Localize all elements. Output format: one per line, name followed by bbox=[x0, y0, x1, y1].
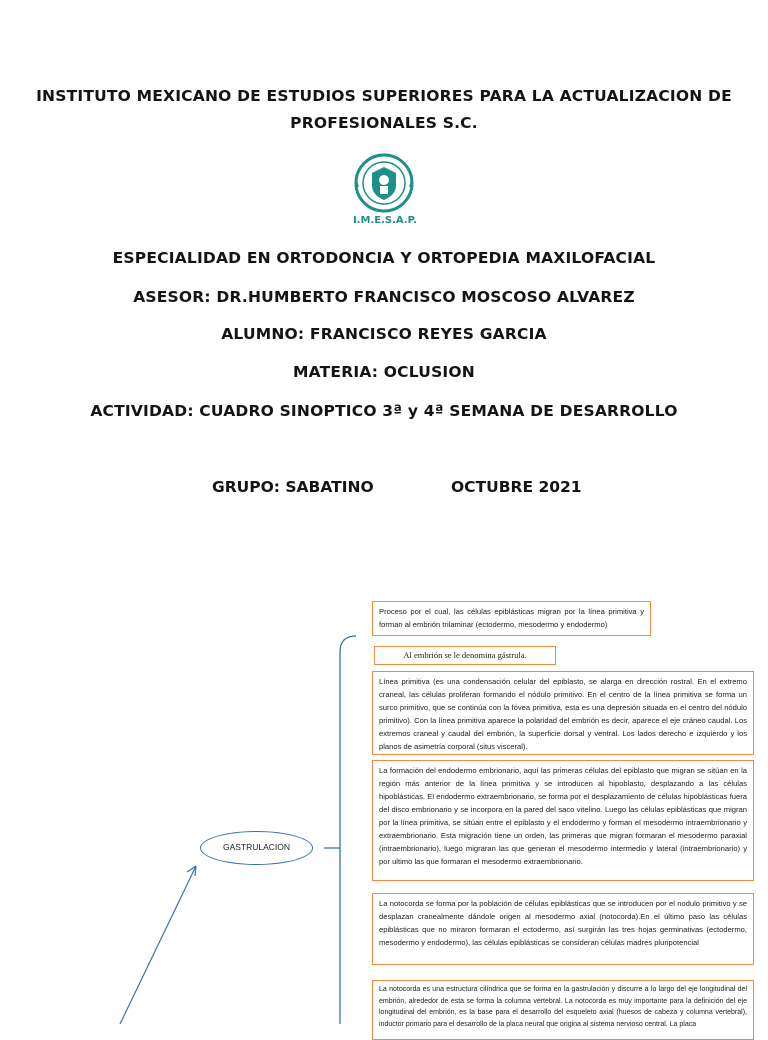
definition-box: Proceso por el cual, las células epiblásticas migran por la línea primitiva y forman al embrión trilaminar (ectodermo, mesodermo y endodermo) bbox=[372, 601, 651, 636]
grupo: GRUPO: SABATINO bbox=[212, 478, 374, 496]
fecha: OCTUBRE 2021 bbox=[451, 478, 582, 496]
actividad: ACTIVIDAD: CUADRO SINOPTICO 3ª y 4ª SEMANA DE DESARROLLO bbox=[90, 402, 678, 420]
institution-title-line1: INSTITUTO MEXICANO DE ESTUDIOS SUPERIORES PARA LA ACTUALIZACION DE bbox=[36, 87, 732, 105]
asesor: ASESOR: DR.HUMBERTO FRANCISCO MOSCOSO ALVAREZ bbox=[133, 288, 635, 306]
materia: MATERIA: OCLUSION bbox=[293, 363, 475, 381]
linea-primitiva-box: Línea primitiva (es una condensación celular del epiblasto, se alarga en dirección rostral. En el extremo craneal, las células proliferan formando el nódulo primitivo. En el centro de la línea primitiva se forma un surco primitivo, que se continúa con la fóvea primitiva, esta es una depresión situada en el centro del nódulo primitivo). Con la línea primitiva aparece la polaridad del embrión es decir, aparece el eje cráneo caudal. Los extremos craneal y caudal del embrión, la superficie dorsal y ventral. Los lados derecho e izquierdo y los planos de asimetría corporal (situs visceral). bbox=[372, 671, 754, 755]
endodermo-box: La formación del endodermo embrionario, aquí las primeras células del epiblasto que migran se sitúan en la región más anterior de la línea primitiva y se introducen al hipoblasto, desplazando a las células hipoblásticas. El endodermo extraembrionario, se forma por el desplazamiento de células hipoblásticas fuera del disco embrionario y se incorpora en la pared del saco vitelino. Luego las células epiblásticas que migran por la línea primitiva, se sitúan entre el epiblasto y el endodermo y forman el mesodermo intraembrionario y extraembrionario. Esta migración tiene un orden, las primeras que migran formaran el mesodermo paraxial (intraembrionario), luego migraran las que generan el mesodermo intermedio y lateral (intraembrionario) y por ultimo las que formaran el mesodermo extraembrionario. bbox=[372, 760, 754, 881]
especialidad: ESPECIALIDAD EN ORTODONCIA Y ORTOPEDIA MAXILOFACIAL bbox=[112, 249, 656, 267]
alumno: ALUMNO: FRANCISCO REYES GARCIA bbox=[221, 325, 547, 343]
institution-title-line2: PROFESIONALES S.C. bbox=[290, 114, 478, 132]
gastrulacion-node: GASTRULACION bbox=[200, 831, 313, 865]
notocorda-box: La notocorda se forma por la población de células epiblásticas que se introducen por el nodulo primitivo y se desplazan cranealmente dándole origen al mesodermo axial (notocorda).En el último paso las células epiblásticas que no miraron formaran el ectodermo, así surgirán las tres hojas germinativas (ectodermo, mesodermo y endodermo), las células epiblásticas se consideran células madres pluripotencial bbox=[372, 893, 754, 965]
gastrula-box: Al embrión se le denomina gástrula. bbox=[374, 646, 556, 665]
notocorda-estructura-box: La notocorda es una estructura cilíndrica que se forma en la gastrulación y discurre a lo largo del eje longitudinal del embrión, alrededor de esta se forma la columna vertebral. La notocorda es muy importante para la definición del eje longitudinal del embrión, es la base para el desarrollo del esqueleto axial (huesos de cabeza y columna vertebral), inductor primario para el desarrollo de la placa neural que origina al sistema nervioso central. La placa bbox=[372, 980, 754, 1040]
logo-text: I.M.E.S.A.P. bbox=[353, 215, 417, 226]
